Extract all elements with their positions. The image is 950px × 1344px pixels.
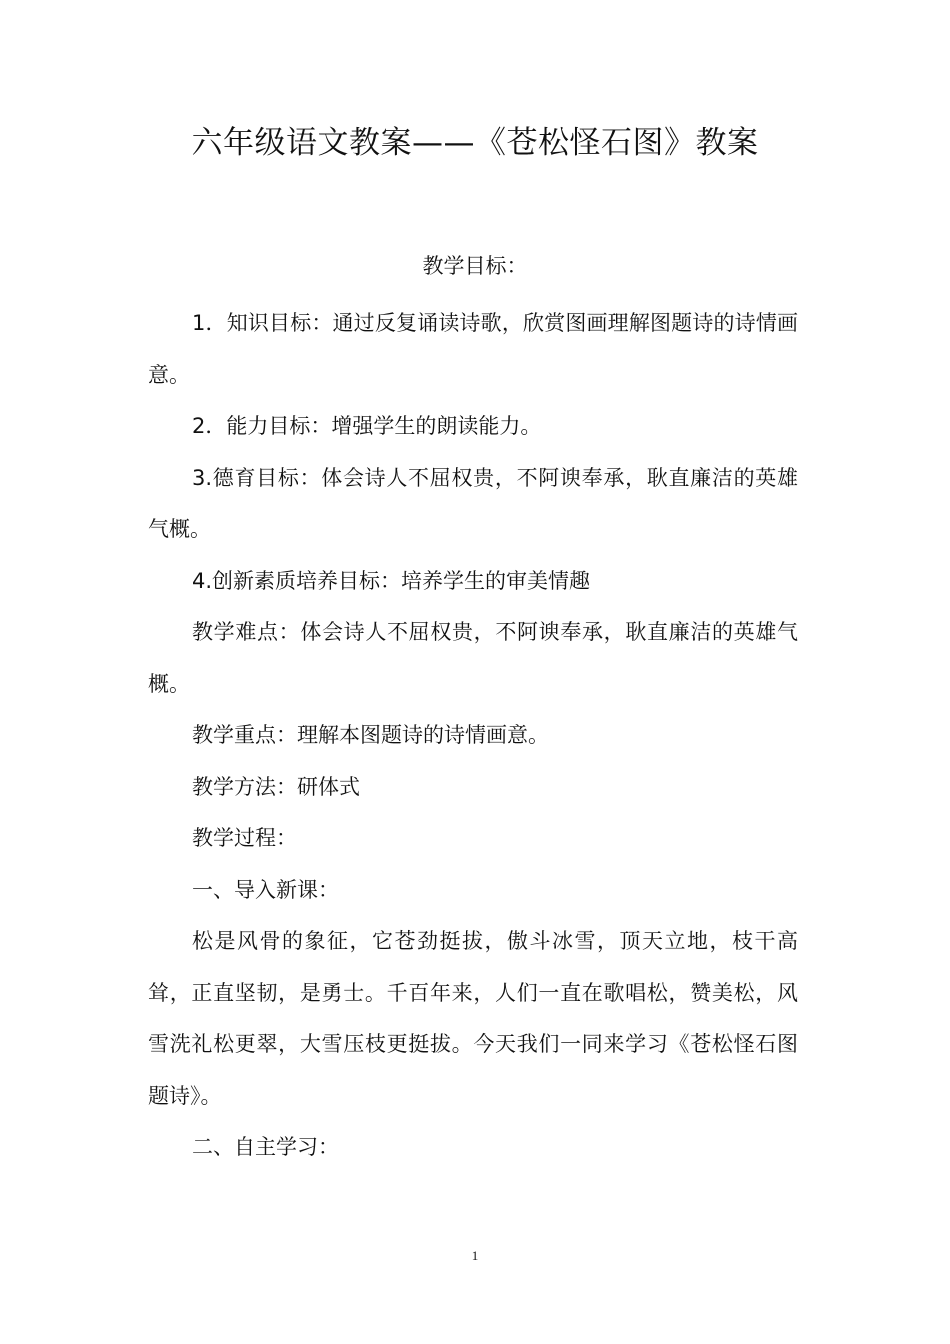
document-body bbox=[148, 298, 798, 1174]
paragraph-teaching-method: 教学方法：研体式 bbox=[192, 774, 360, 799]
page-number: 1 bbox=[471, 1248, 479, 1263]
paragraph-intro-text: 松是风骨的象征，它苍劲挺拔，傲斗冰雪，顶天立地，枝干高耸，正直坚韧，是勇士。千百年来，人们一直在歌唱松，赞美松，风雪洗礼松更翠，大雪压枝更挺拔。今天我们一同来学习《苍松怪石图题诗》。 bbox=[148, 929, 798, 1108]
paragraph-ability-objective: 2．能力目标：增强学生的朗读能力。 bbox=[192, 414, 542, 438]
paragraph-innovation-objective: 4.创新素质培养目标：培养学生的审美情趣 bbox=[192, 568, 591, 593]
objectives-heading: 教学目标： bbox=[422, 254, 528, 278]
paragraph-teaching-focus: 教学重点：理解本图题诗的诗情画意。 bbox=[192, 723, 549, 747]
section-heading-self-study: 二、自主学习： bbox=[192, 1135, 339, 1159]
document-title: 六年级语文教案——《苍松怪石图》教案 bbox=[191, 125, 759, 161]
section-heading-intro: 一、导入新课： bbox=[192, 877, 339, 902]
paragraph-teaching-process: 教学过程： bbox=[192, 826, 297, 850]
paragraph-moral-objective: 3.德育目标：体会诗人不屈权贵，不阿谀奉承，耿直廉洁的英雄气概。 bbox=[148, 465, 798, 541]
paragraph-teaching-difficulty: 教学难点：体会诗人不屈权贵，不阿谀奉承，耿直廉洁的英雄气概。 bbox=[148, 620, 798, 696]
paragraph-knowledge-objective: 1．知识目标：通过反复诵读诗歌，欣赏图画理解图题诗的诗情画意。 bbox=[148, 311, 798, 387]
